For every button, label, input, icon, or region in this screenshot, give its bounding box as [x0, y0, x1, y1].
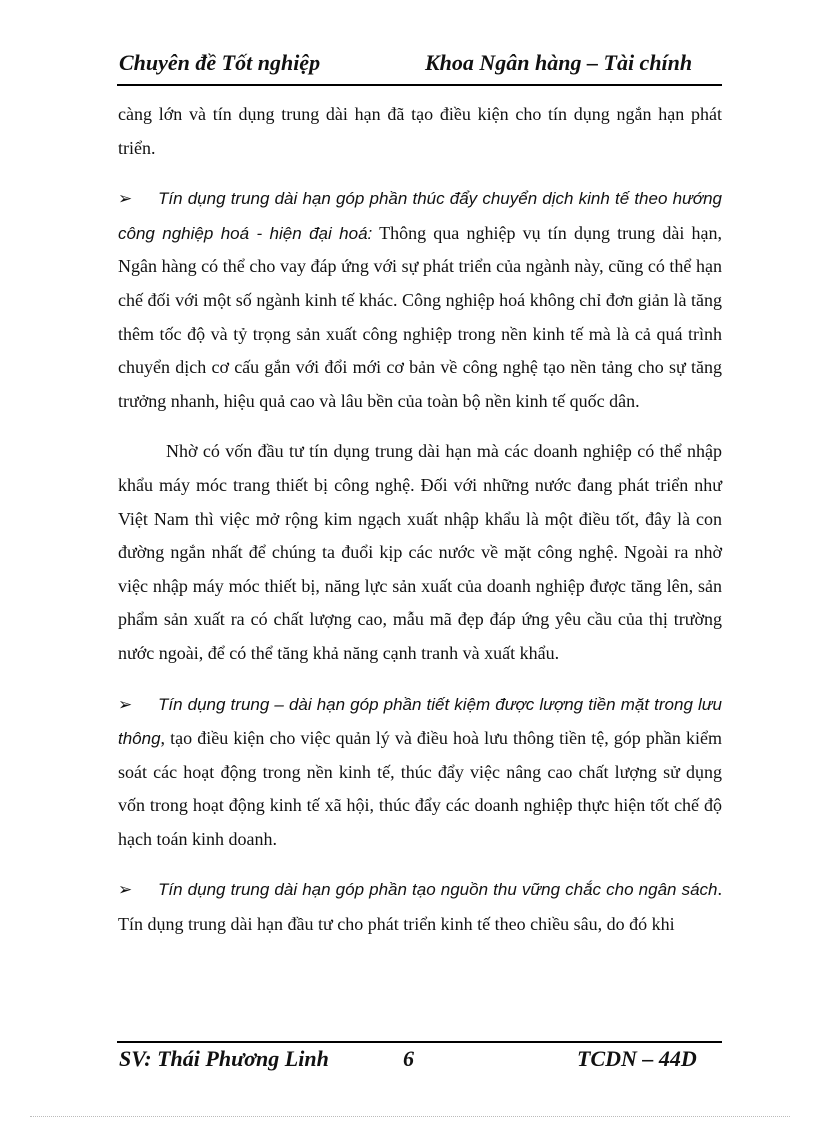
footer-rule: [117, 1041, 722, 1043]
bullet-title-1: Tín dụng trung dài hạn góp phần thúc đẩy chuyển dịch kinh tế theo hướng công nghiệp hoá - hiện đại hoá:: [118, 189, 722, 243]
arrow-bullet-icon: ➢: [118, 880, 133, 901]
footer-class-code: TCDN – 44D: [577, 1046, 697, 1071]
page-number: 6: [403, 1046, 414, 1071]
bullet-text-3: . Tín dụng trung dài hạn đầu tư cho phát triển kinh tế theo chiều sâu, do đó khi: [118, 879, 722, 935]
bullet-text-1: Thông qua nghiệp vụ tín dụng trung dài hạn, Ngân hàng có thể cho vay đáp ứng với sự phát triển của ngành này, cũng có thể hạn chế đối với một số ngành kinh tế khác. Công nghiệp hoá không chỉ đơn giản là tăng thêm tốc độ và tỷ trọng sản xuất công nghiệp trong nền kinh tế mà là cả quá trình chuyển dịch cơ cấu gắn với đổi mới cơ bản về công nghệ tạo nền tảng cho sự tăng trưởng nhanh, hiệu quả cao và lâu bền của toàn bộ nền kinh tế quốc dân.: [118, 222, 722, 411]
arrow-bullet-icon: ➢: [118, 189, 133, 210]
bullet-title-3: Tín dụng trung dài hạn góp phần tạo nguồn thu vững chắc cho ngân sách: [158, 880, 718, 900]
paragraph-continuation: càng lớn và tín dụng trung dài hạn đã tạo điều kiện cho tín dụng ngắn hạn phát triển.: [118, 104, 722, 158]
bullet-paragraph-2: [118, 688, 722, 857]
header-title-left: Chuyên đề Tốt nghiệp: [119, 50, 321, 75]
arrow-bullet-icon: ➢: [118, 694, 133, 715]
bullet-text-2: , tạo điều kiện cho việc quản lý và điều hoà lưu thông tiền tệ, góp phần kiểm soát các hoạt động trong nền kinh tế, thúc đẩy việc nâng cao chất lượng sử dụng vốn trong hoạt động kinh tế xã hội, thúc đẩy các doanh nghiệp thực hiện tốt chế độ hạch toán kinh doanh.: [118, 728, 722, 849]
bullet-title-2: Tín dụng trung – dài hạn góp phần tiết kiệm được lượng tiền mặt trong lưu thông: [118, 694, 722, 749]
page-body: [118, 98, 722, 942]
bullet-paragraph-1: [118, 182, 722, 418]
footer-student-name: SV: Thái Phương Linh: [119, 1046, 329, 1071]
bullet-paragraph-3: [118, 873, 722, 941]
page-edge-dotted-line: [30, 1116, 790, 1117]
paragraph-2: Nhờ có vốn đầu tư tín dụng trung dài hạn mà các doanh nghiệp có thể nhập khẩu máy móc trang thiết bị công nghệ. Đối với những nước đang phát triển như Việt Nam thì việc mở rộng kim ngạch xuất nhập khẩu là một điều tốt, đây là con đường ngắn nhất để chúng ta đuổi kịp các nước về mặt công nghệ. Ngoài ra nhờ việc nhập máy móc thiết bị, năng lực sản xuất của doanh nghiệp được tăng lên, sản phẩm sản xuất ra có chất lượng cao, mẫu mã đẹp đáp ứng yêu cầu của thị trường nước ngoài, để có thể tăng khả năng cạnh tranh và xuất khẩu.: [118, 441, 722, 663]
header-title-right: Khoa Ngân hàng – Tài chính: [425, 50, 693, 75]
header-rule: [117, 84, 722, 86]
